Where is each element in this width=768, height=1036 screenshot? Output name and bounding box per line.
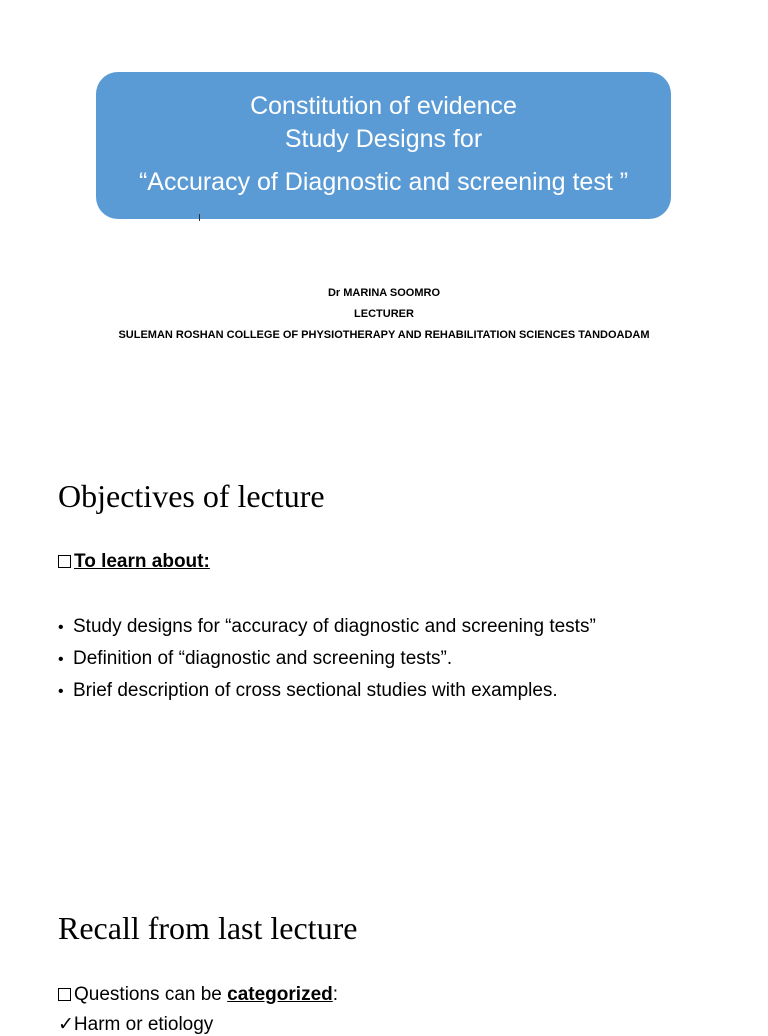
checkbox-bullet-icon: [58, 988, 71, 1001]
checkbox-bullet-icon: [58, 555, 71, 568]
title-box: [96, 72, 671, 219]
recall-question-line: Questions can be categorized:: [58, 984, 338, 1006]
categorized-emphasis: categorized: [227, 984, 333, 1005]
recall-first-item: ✓Harm or etiology: [58, 1014, 214, 1035]
list-item: • Study designs for “accuracy of diagnostic and screening tests”: [58, 613, 596, 645]
objectives-list: [58, 613, 596, 709]
bullet-icon: •: [58, 683, 64, 700]
author-name: Dr MARINA SOOMRO: [327, 287, 441, 299]
objectives-subheading: To learn about:: [74, 551, 210, 572]
objectives-subheading-line: [58, 551, 210, 573]
title-line-2: Study Designs for: [284, 125, 483, 153]
cursor-mark: [199, 214, 200, 221]
list-item: • Brief description of cross sectional studies with examples.: [58, 677, 596, 709]
author-role: LECTURER: [354, 308, 414, 320]
title-line-1: Constitution of evidence: [250, 92, 517, 120]
bullet-icon: •: [58, 619, 64, 636]
list-item: • Definition of “diagnostic and screening tests”.: [58, 645, 596, 677]
recall-heading: Recall from last lecture: [58, 910, 358, 946]
author-institution: SULEMAN ROSHAN COLLEGE OF PHYSIOTHERAPY AND REHABILITATION SCIENCES TANDOADAM: [118, 329, 650, 341]
bullet-icon: •: [58, 651, 64, 668]
title-line-3: “Accuracy of Diagnostic and screening test ”: [138, 168, 629, 196]
objectives-heading: Objectives of lecture: [58, 478, 325, 514]
check-icon: ✓: [58, 1014, 74, 1035]
